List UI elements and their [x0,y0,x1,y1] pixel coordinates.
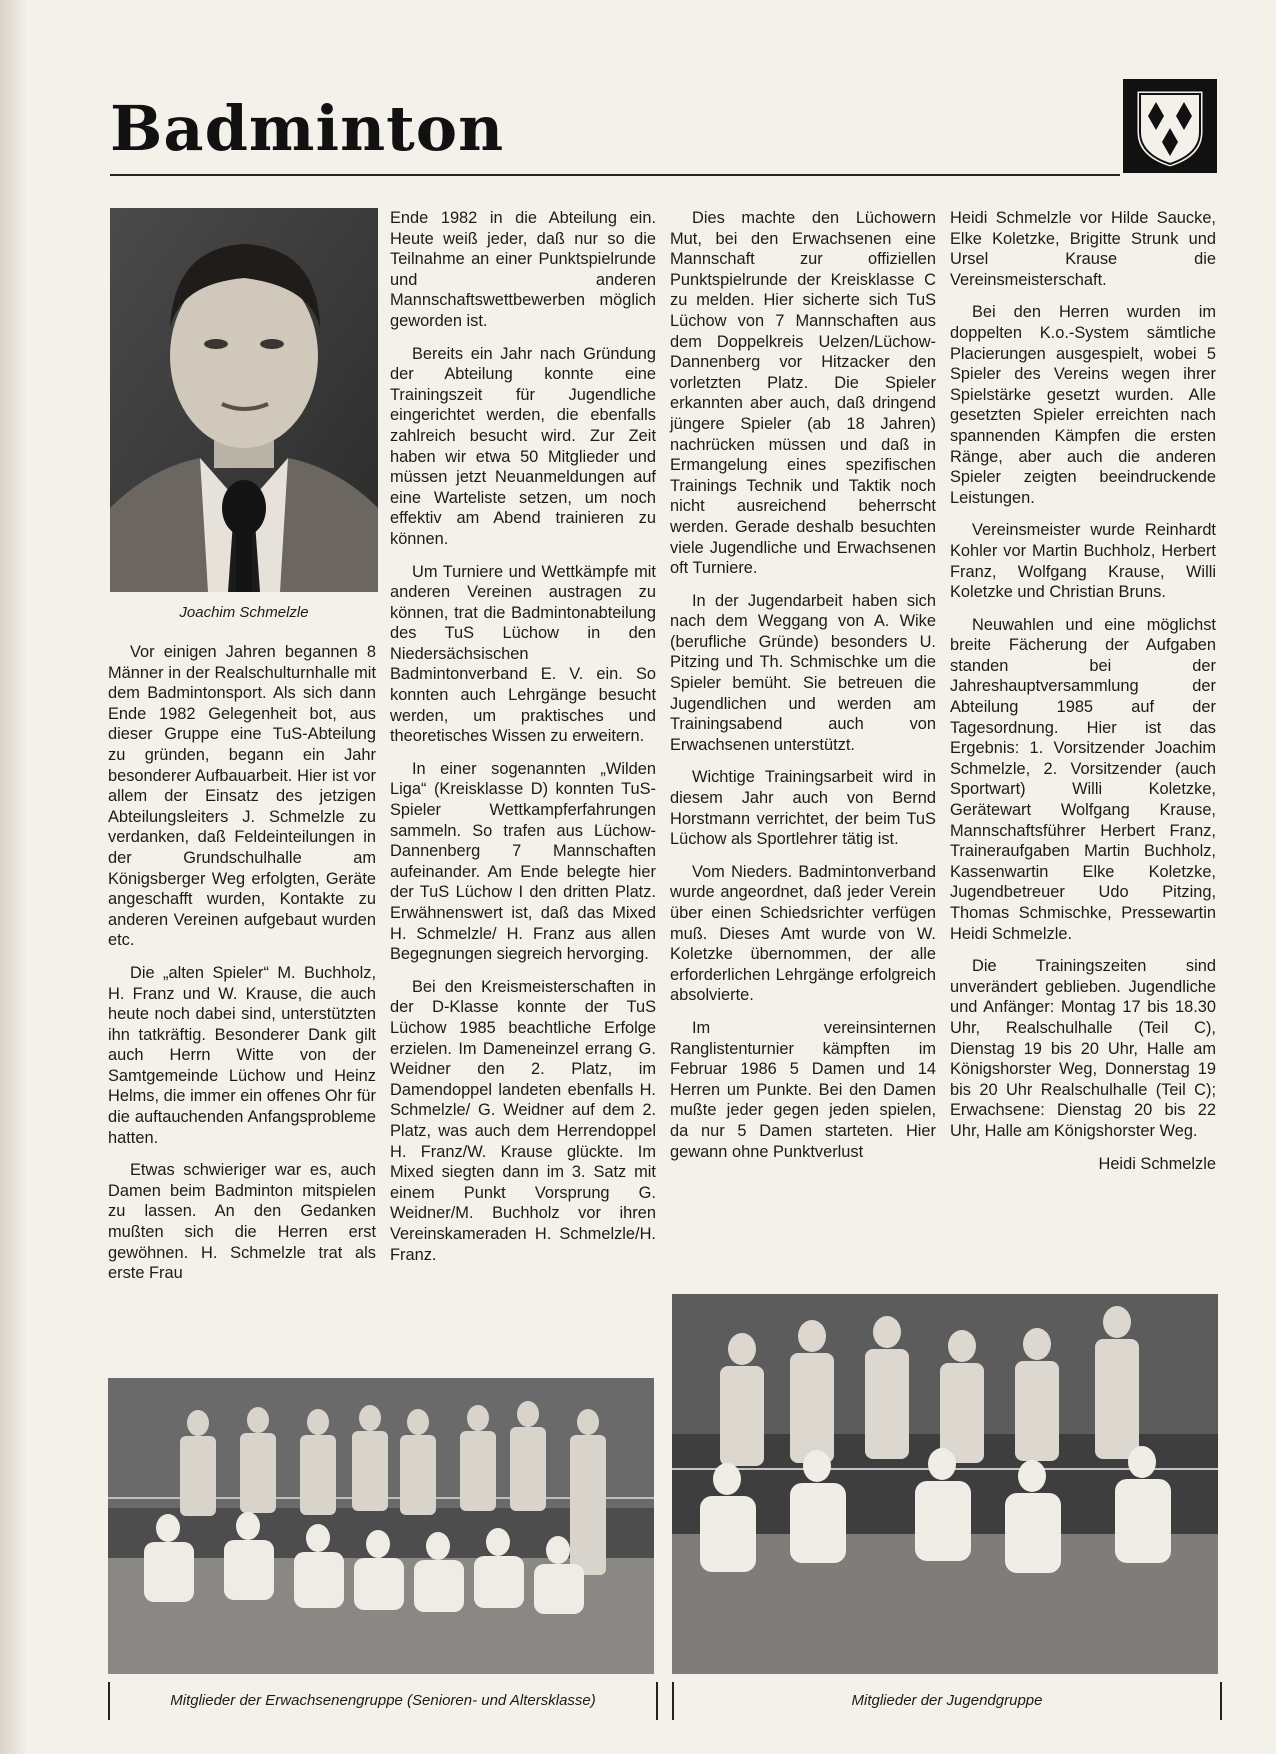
author-signature: Heidi Schmelzle [1098,1154,1216,1173]
paragraph: Die „alten Spieler“ M. Buchholz, H. Franz und W. Krause, die auch heute noch dabei sind, unterstützten ihn tatkräftig. Besonderer Dank gilt auch Herrn Witte von der Samtgemeinde Lüchow und Heinz Helms, die immer ein offenes Ohr für die auftauchenden Anfangsprobleme hatten. [108,963,376,1147]
youth-group-photo [672,1294,1218,1674]
paragraph: Heidi Schmelzle vor Hilde Saucke, Elke Koletzke, Brigitte Strunk und Ursel Krause die Vereinsmeisterschaft. [950,209,1216,289]
page-title: Badminton [110,92,505,165]
adults-photo-caption: Mitglieder der Erwachsenengruppe (Senioren- und Altersklasse) [108,1682,658,1720]
paragraph: Dies machte den Lüchowern Mut, bei den Erwachsenen eine Mannschaft zur offiziellen Punktspielrunde der Kreisklasse C zu melden. Hier sicherte sich TuS Lüchow von 7 Mannschaften aus dem Doppelkreis Uelzen/Lüchow-Dannenberg vor Hitzacker den vorletzten Platz. Die Spieler erkannten aber auch, daß dringend jüngere Spieler (ab 18 Jahren) nachrücken müssen und daß in Ermangelung eines spezifischen Trainings Technik und Taktik noch nicht ausreichend beherrscht werden. Gerade deshalb besuchten viele Jugendliche und Erwachsenen oft Turniere. [670,209,936,578]
crest-shield-icon [1122,78,1218,174]
article-column-4 [950,208,1216,1174]
paragraph: Bei den Kreismeisterschaften in der D-Klasse konnte der TuS Lüchow 1985 beachtliche Erfolge erzielen. Im Dameneinzel errang G. Weidner den 2. Platz, im Damendoppel landeten ebenfalls H. Schmelzle/ G. Weidner auf dem 2. Platz, was auch dem Herrendoppel H. Franz/W. Krause glückte. Im Mixed siegten dann im 3. Satz mit einem Punkt Vorsprung G. Weidner/M. Buchholz vor ihren Vereinskameraden H. Schmelzle/H. Franz. [390,977,656,1264]
article-column-3 [670,208,936,1174]
portrait-caption: Joachim Schmelzle [179,604,309,621]
paragraph: Vom Nieders. Badmintonverband wurde angeordnet, daß jeder Verein über einen Schiedsrichter verfügen muß. Dieses Amt wurde von W. Koletzke übernommen, der alle erforderlichen Lehrgänge erfolgreich absolvierte. [670,862,936,1005]
paragraph: Etwas schwieriger war es, auch Damen beim Badminton mitspielen zu lassen. An den Gedanken mußten sich die Herren erst gewöhnen. H. Schmelzle trat als erste Frau [108,1161,376,1283]
paragraph: Vor einigen Jahren begannen 8 Männer in der Realschulturnhalle mit dem Badmintonsport. Als sich dann Ende 1982 Gelegenheit bot, aus dieser Gruppe eine TuS-Abteilung zu gründen, begann ein Jahr besonderer Aufbauarbeit. Hier ist vor allem der Einsatz des jetzigen Abteilungsleiters J. Schmelzle zu verdanken, daß Feldeinteilungen in der Grundschulhalle am Königsberger Weg erfolgten, Geräte angeschafft wurden, Kontakte zu anderen Vereinen aufgebaut wurden etc. [108,643,376,950]
article-column-1 [108,642,376,1296]
paragraph: In einer sogenannten „Wilden Liga“ (Kreisklasse D) konnten TuS-Spieler Wettkampferfahrungen sammeln. So trafen aus Lüchow-Dannenberg 7 Mannschaften aufeinander. Am Ende belegte hier der TuS Lüchow I den dritten Platz. Erwähnenswert ist, daß das Mixed H. Schmelzle/ H. Franz aus allen Begegnungen siegreich hervorging. [390,759,656,964]
paragraph: Bereits ein Jahr nach Gründung der Abteilung konnte eine Trainingszeit für Jugendliche eingerichtet werden, die ebenfalls zahlreich besucht wird. Zur Zeit haben wir etwa 50 Mitglieder und müssen jetzt Neuanmeldungen auf eine Warteliste setzen, um noch effektiv am Abend trainieren zu können. [390,344,656,548]
portrait-photo [110,208,378,592]
paragraph: Wichtige Trainingsarbeit wird in diesem Jahr auch von Bernd Horstmann verrichtet, der beim TuS Lüchow als Sportlehrer tätig ist. [670,768,936,849]
article-column-2 [390,208,656,1277]
adults-group-photo [108,1378,654,1674]
paragraph: Um Turniere und Wettkämpfe mit anderen Vereinen austragen zu können, trat die Badmintonabteilung des TuS Lüchow in den Niedersächsischen Badmintonverband E. V. ein. So konnten auch Lehrgänge besucht werden, um praktisches und theoretisches Wissen zu erweitern. [390,562,656,746]
paragraph: In der Jugendarbeit haben sich nach dem Weggang von A. Wike (berufliche Gründe) besonders U. Pitzing und Th. Schmischke um die Spieler bemüht. Sie betreuen die Jugendlichen und werden am Trainingsabend auch von Erwachsenen unterstützt. [670,591,936,754]
page-gutter [0,0,28,1754]
paragraph: Im vereinsinternen Ranglistenturnier kämpften im Februar 1986 5 Damen und 14 Herren um Punkte. Bei den Damen mußte jeder gegen jeden spielen, da nur 5 Damen starteten. Hier gewann ohne Punktverlust [670,1018,936,1161]
youth-photo-caption: Mitglieder der Jugendgruppe [672,1682,1222,1720]
paragraph: Vereinsmeister wurde Reinhardt Kohler vor Martin Buchholz, Herbert Franz, Wolfgang Krause, Willi Koletzke und Christian Bruns. [950,521,1216,602]
paragraph: Bei den Herren wurden im doppelten K.o.-System sämtliche Placierungen ausgespielt, wobei 5 Spieler des Vereins wegen ihrer Spielstärke gesetzt wurden. Alle gesetzten Spieler erreichten nach spannenden Kämpfen die ersten Ränge, aber auch die anderen Spieler zeigten beeindruckende Leistungen. [950,303,1216,507]
paragraph: Ende 1982 in die Abteilung ein. Heute weiß jeder, daß nur so die Teilnahme an einer Punktspielrunde und anderen Mannschaftswettbewerben möglich geworden ist. [390,209,656,330]
paragraph: Die Trainingszeiten sind unverändert geblieben. Jugendliche und Anfänger: Montag 17 bis 18.30 Uhr, Realschulhalle (Teil C), Dienstag 19 bis 20 Uhr, Halle am Königshorster Weg, Donnerstag 19 bis 20 Uhr Realschulhalle (Teil C); Erwachsene: Dienstag 20 bis 22 Uhr, Halle am Königshorster Weg. [950,957,1216,1140]
title-rule [110,174,1120,176]
paragraph: Neuwahlen und eine möglichst breite Fächerung der Aufgaben standen bei der Jahreshauptversammlung der Abteilung 1985 auf der Tagesordnung. Hier ist das Ergebnis: 1. Vorsitzender Joachim Schmelzle, 2. Vorsitzender (auch Sportwart) Willi Koletzke, Gerätewart Wolfgang Krause, Mannschaftsführer Herbert Franz, Traineraufgaben Martin Buchholz, Kassenwartin Elke Koletzke, Jugendbetreuer Udo Pitzing, Thomas Schmischke, Pressewartin Heidi Schmelzle. [950,615,1216,943]
